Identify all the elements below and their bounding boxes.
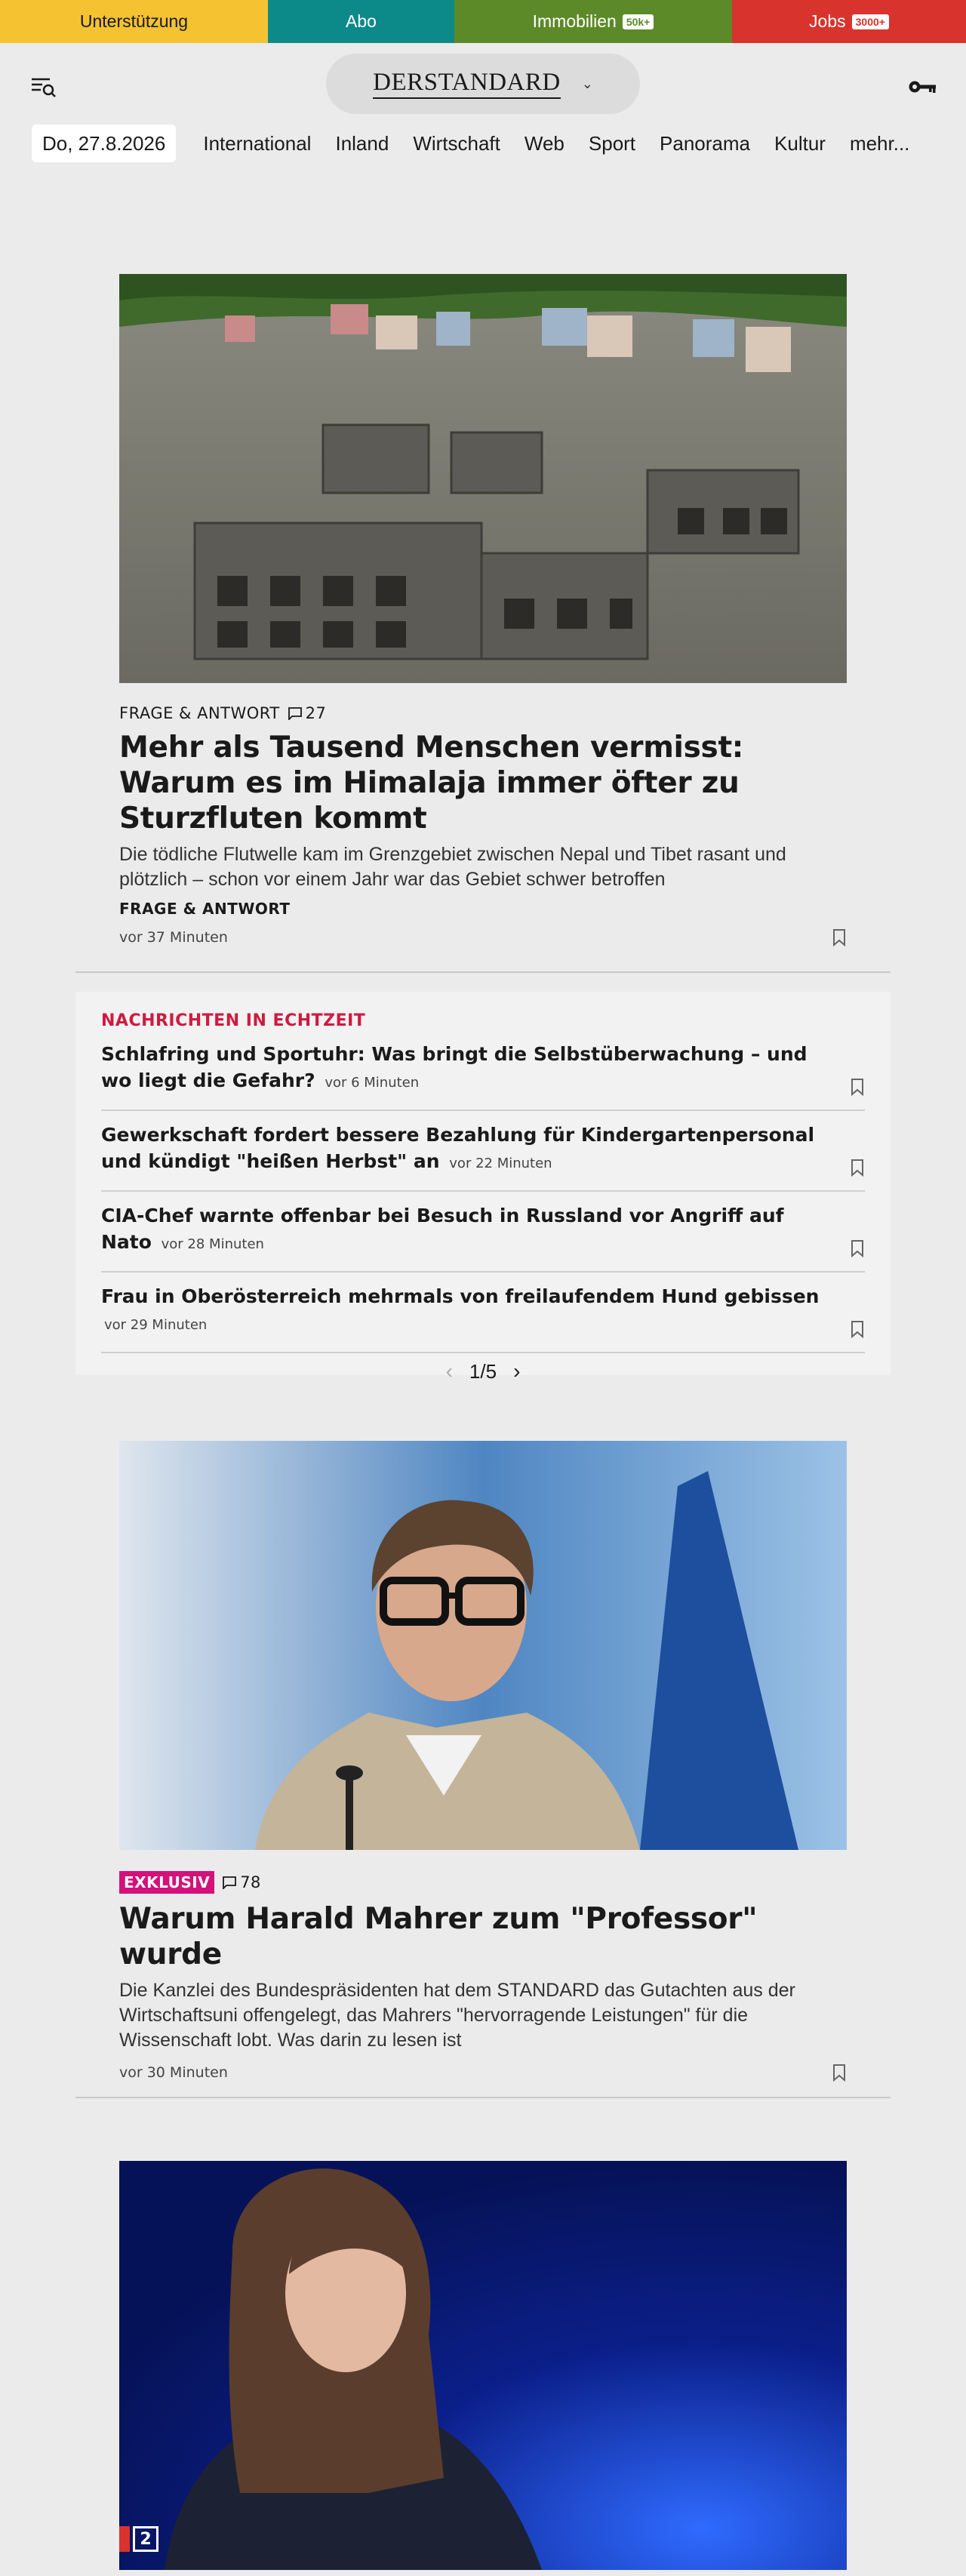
article-kicker: FRAGE & ANTWORT (119, 704, 280, 722)
live-news-time: vor 22 Minuten (449, 1156, 552, 1171)
live-pager (101, 1359, 865, 1383)
article-teaser-text: Die tödliche Flutwelle kam im Grenzgebiet zwischen Nepal und Tibet rasant und plötzlich – schon vor einem Jahr war das Gebiet schwer betroffen (119, 844, 786, 890)
article-time: vor 30 Minuten (119, 2064, 228, 2081)
article-teaser[interactable] (119, 1441, 847, 2082)
comments-count[interactable] (288, 704, 327, 722)
header (0, 43, 966, 126)
chevron-down-icon: ⌄ (581, 75, 593, 92)
article-image[interactable] (119, 2161, 847, 2570)
chevron-right-icon[interactable]: › (513, 1359, 521, 1383)
article-meta (119, 2064, 847, 2082)
bookmark-icon[interactable] (832, 2064, 847, 2082)
logo-button[interactable] (326, 54, 640, 114)
abo-label: Abo (346, 11, 377, 31)
live-news-item[interactable] (101, 1192, 865, 1273)
immo-badge: 50k+ (623, 14, 654, 29)
article-teaser[interactable] (119, 2161, 847, 2570)
live-news-time: vor 28 Minuten (161, 1236, 264, 1252)
live-news-item[interactable] (101, 1111, 865, 1192)
gallery-count-badge: 2 (133, 2526, 158, 2552)
immo-link[interactable] (454, 0, 732, 43)
comment-icon (222, 1876, 237, 1889)
top-bar (0, 0, 966, 43)
nav-item-wirtschaft[interactable]: Wirtschaft (413, 131, 500, 155)
comment-icon (288, 706, 303, 720)
jobs-label: Jobs (809, 11, 846, 31)
article-kicker-row (119, 704, 847, 722)
comments-number: 78 (240, 1873, 261, 1891)
site-logo: DERSTANDARD (373, 69, 561, 99)
article-teaser[interactable] (119, 274, 847, 946)
divider (75, 971, 891, 973)
article-image[interactable] (119, 274, 847, 683)
section-nav (32, 124, 921, 163)
nav-item-kultur[interactable]: Kultur (774, 131, 826, 155)
live-news-item[interactable] (101, 1273, 865, 1353)
live-news-box (75, 992, 891, 1383)
nav-item-mehr[interactable]: mehr... (849, 131, 910, 155)
key-icon (908, 78, 938, 96)
menu-search-icon (30, 75, 57, 98)
comments-number: 27 (305, 704, 327, 722)
bookmark-icon[interactable] (850, 1159, 865, 1177)
live-news-text: CIA-Chef warnte offenbar bei Besuch in Russland vor Angriff auf Nato (101, 1205, 784, 1253)
support-link[interactable] (0, 0, 268, 43)
bookmark-icon[interactable] (850, 1320, 865, 1338)
bookmark-icon[interactable] (850, 1239, 865, 1257)
pager-indicator: 1/5 (469, 1359, 497, 1383)
chevron-left-icon[interactable]: ‹ (445, 1359, 453, 1383)
jobs-badge: 3000+ (852, 14, 889, 29)
live-news-time: vor 6 Minuten (325, 1075, 420, 1091)
article-headline[interactable]: Mehr als Tausend Menschen vermisst: Warum es im Himalaja immer öfter zu Sturzfluten kommt (119, 731, 744, 836)
media-indicator (119, 2526, 130, 2552)
nav-item-web[interactable]: Web (524, 131, 565, 155)
live-news-title: NACHRICHTEN IN ECHTZEIT (101, 1011, 366, 1030)
article-headline[interactable]: Warum Harald Mahrer zum "Professor" wurde (119, 1902, 758, 1971)
nav-item-inland[interactable]: Inland (335, 131, 389, 155)
article-time: vor 37 Minuten (119, 929, 228, 946)
nav-item-panorama[interactable]: Panorama (660, 131, 751, 155)
live-news-text: Frau in Oberösterreich mehrmals von freilaufendem Hund gebissen (101, 1285, 820, 1307)
article-tag[interactable]: FRAGE & ANTWORT (119, 900, 291, 918)
article-kicker-row (119, 1871, 847, 1894)
support-label: Unterstützung (79, 11, 189, 31)
live-news-time: vor 29 Minuten (104, 1317, 208, 1333)
login-button[interactable] (906, 72, 940, 102)
menu-search-button[interactable] (29, 72, 59, 102)
article-meta (119, 928, 847, 946)
nav-item-international[interactable]: International (203, 131, 312, 155)
abo-link[interactable] (268, 0, 454, 43)
comments-count[interactable] (222, 1873, 261, 1891)
nav-date[interactable]: Do, 27.8.2026 (32, 125, 176, 162)
divider (75, 2097, 891, 2098)
article-image[interactable] (119, 1441, 847, 1850)
article-teaser-text: Die Kanzlei des Bundespräsidenten hat dem STANDARD das Gutachten aus der Wirtschaftsuni offengelegt, das Mahrers "hervorragende Leistungen" für die Wissenschaft lobt. Was darin zu lesen ist (119, 1980, 795, 2051)
jobs-link[interactable] (732, 0, 966, 43)
nav-item-sport[interactable]: Sport (588, 131, 636, 155)
immo-label: Immobilien (532, 11, 617, 31)
bookmark-icon[interactable] (832, 928, 847, 946)
live-news-item[interactable] (101, 1030, 865, 1111)
exclusive-badge: EXKLUSIV (119, 1871, 214, 1894)
bookmark-icon[interactable] (850, 1078, 865, 1096)
live-news-text: Schlafring und Sportuhr: Was bringt die Selbstüberwachung – und wo liegt die Gefahr? (101, 1043, 808, 1091)
live-news-text: Gewerkschaft fordert bessere Bezahlung für Kindergartenpersonal und kündigt "heißen Herbst" an (101, 1124, 815, 1172)
